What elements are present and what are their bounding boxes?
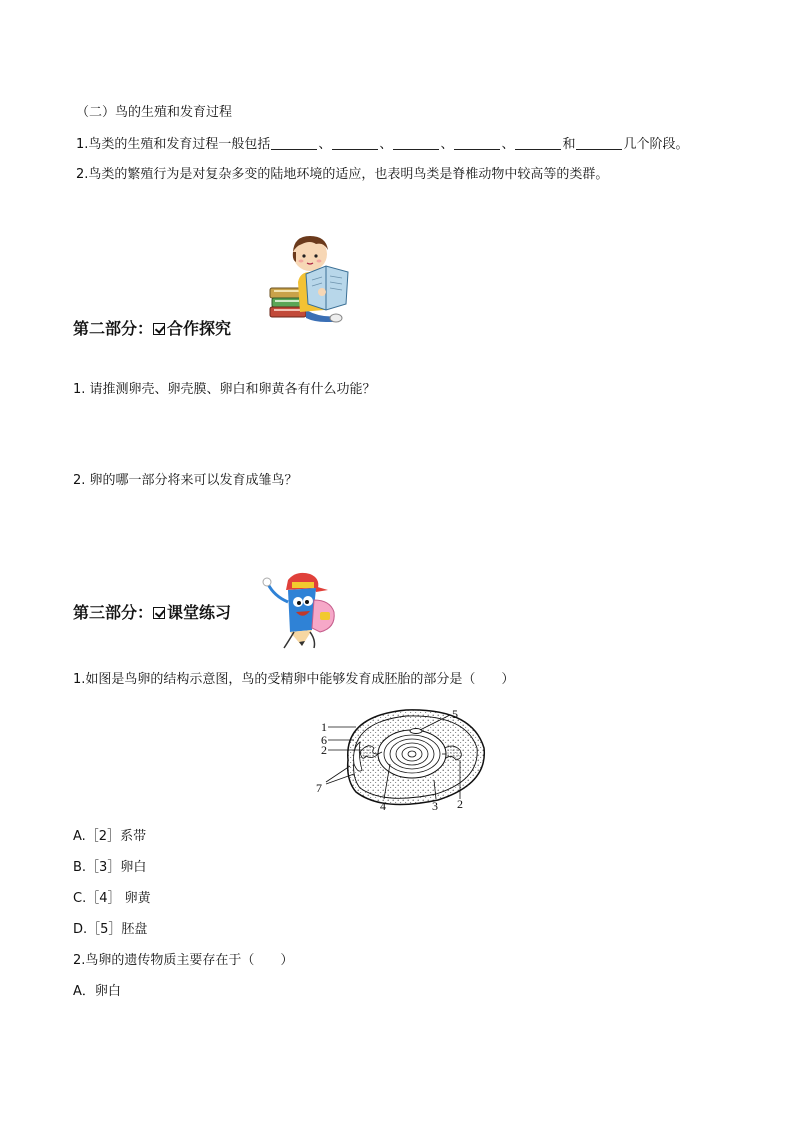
question-text: 1.鸟类的生殖和发育过程一般包括	[76, 137, 271, 152]
question-suffix: 几个阶段。	[623, 137, 689, 152]
conjunction: 和	[562, 137, 576, 152]
question-line-1	[76, 135, 689, 154]
answer-blank[interactable]	[515, 135, 561, 150]
answer-blank[interactable]	[393, 135, 439, 150]
exercise-2-question: 2.鸟卵的遗传物质主要存在于（ ）	[73, 953, 294, 968]
answer-blank[interactable]	[271, 135, 317, 150]
exercise-1-question: 1.如图是鸟卵的结构示意图，鸟的受精卵中能够发育成胚胎的部分是（ ）	[73, 672, 515, 687]
answer-blank[interactable]	[454, 135, 500, 150]
answer-blank[interactable]	[576, 135, 622, 150]
part2-heading-label: 第二部分：	[73, 319, 154, 338]
part2-question-2: 2. 卵的哪一部分将来可以发育成雏鸟？	[73, 473, 298, 488]
separator: 、	[379, 137, 393, 152]
section-title: （二）鸟的生殖和发育过程	[76, 105, 233, 120]
label-2-left: 2	[321, 743, 327, 757]
part2-heading	[73, 320, 231, 338]
part2-question-1: 1. 请推测卵壳、卵壳膜、卵白和卵黄各有什么功能？	[73, 382, 376, 397]
part3-heading	[73, 604, 231, 622]
label-5: 5	[452, 707, 458, 721]
pencil-mascot-illustration-icon	[258, 570, 342, 652]
option-a[interactable]: A．卵白	[73, 984, 121, 999]
statement-line-2: 2.鸟类的繁殖行为是对复杂多变的陆地环境的适应，也表明鸟类是脊椎动物中较高等的类群。	[76, 167, 609, 182]
label-4: 4	[380, 799, 386, 813]
separator: 、	[501, 137, 515, 152]
answer-blank[interactable]	[332, 135, 378, 150]
separator: 、	[440, 137, 454, 152]
label-6: 6	[321, 733, 327, 747]
boy-reading-illustration-icon	[266, 232, 352, 324]
label-2-right: 2	[457, 797, 463, 811]
option-d[interactable]: D.［5］胚盘	[73, 922, 148, 937]
checkbox-icon	[153, 607, 165, 619]
label-1: 1	[321, 720, 327, 734]
part3-heading-text: 课堂练习	[167, 603, 232, 622]
separator: 、	[318, 137, 332, 152]
label-7: 7	[316, 781, 322, 795]
part2-heading-text: 合作探究	[167, 319, 232, 338]
part3-heading-label: 第三部分：	[73, 603, 154, 622]
option-b[interactable]: B.［3］卵白	[73, 860, 147, 875]
checkbox-icon	[153, 323, 165, 335]
egg-structure-diagram	[312, 704, 490, 816]
option-a[interactable]: A.［2］系带	[73, 829, 147, 844]
label-3: 3	[432, 799, 438, 813]
option-c[interactable]: C.［4］ 卵黄	[73, 891, 151, 906]
